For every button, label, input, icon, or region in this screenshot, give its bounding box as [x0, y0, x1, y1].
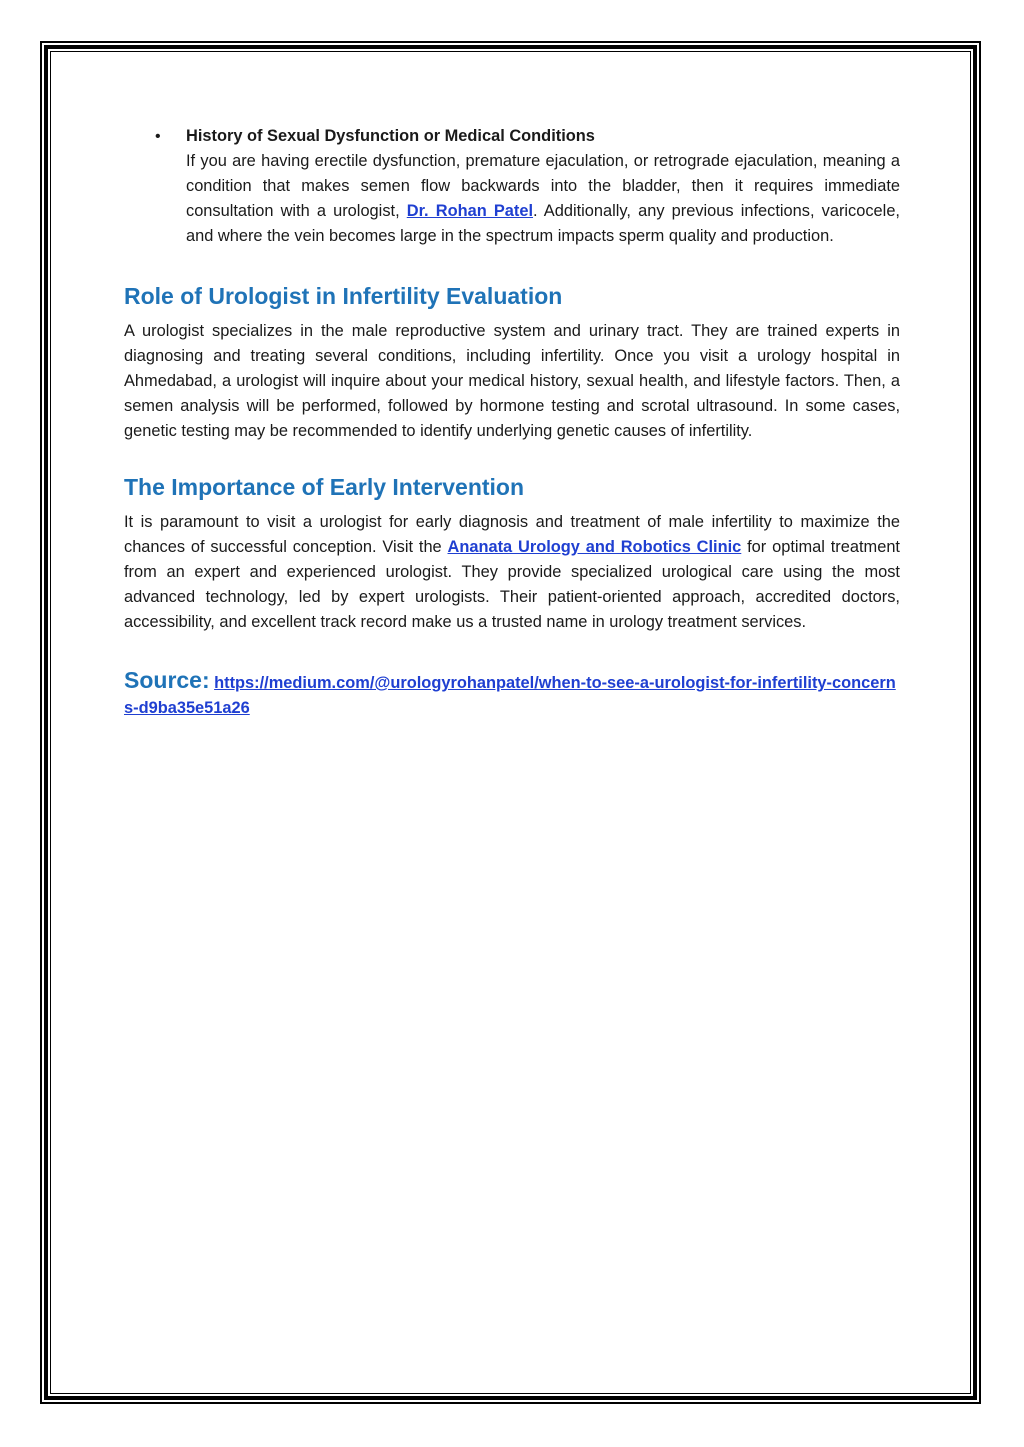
source-url-link[interactable]: https://medium.com/@urologyrohanpatel/when-to-see-a-urologist-for-infertility-concerns-d9ba35e51a26: [124, 674, 896, 717]
source-line: [124, 668, 900, 721]
bullet-title: History of Sexual Dysfunction or Medical Conditions: [186, 127, 595, 145]
document-body: [124, 124, 900, 721]
paragraph-text-before-link: It is paramount to visit a urologist for early diagnosis and treatment of male infertility to maximize the chances of successful conception. Visit the: [124, 513, 900, 556]
section-paragraph-early-intervention: [124, 510, 900, 635]
section-paragraph-role-of-urologist: A urologist specializes in the male reproductive system and urinary tract. They are trained experts in diagnosing and treating several conditions, including infertility. Once you visit a urology hospital in Ahmedabad, a urologist will inquire about your medical history, sexual health, and lifestyle factors. Then, a semen analysis will be performed, followed by hormone testing and scrotal ultrasound. In some cases, genetic testing may be recommended to identify underlying genetic causes of infertility.: [124, 322, 900, 440]
paragraph-text-after-link: for optimal treatment from an expert and experienced urologist. They provide specialized urological care using the most advanced technology, led by expert urologists. Their patient-oriented approach, accredited doctors, accessibility, and excellent track record make us a trusted name in urology treatment services.: [124, 538, 900, 631]
ananata-clinic-link[interactable]: Ananata Urology and Robotics Clinic: [447, 538, 742, 556]
section-heading-role-of-urologist: Role of Urologist in Infertility Evaluation: [124, 283, 563, 309]
bullet-dot-icon: •: [155, 128, 161, 145]
source-label: Source:: [124, 667, 210, 693]
bullet-item-sexual-dysfunction: [124, 124, 900, 249]
section-heading-early-intervention: The Importance of Early Intervention: [124, 474, 525, 500]
bullet-text-after-link: . Additionally, any previous infections, varicocele, and where the vein becomes large in the spectrum impacts sperm quality and production.: [186, 202, 900, 245]
bullet-text-before-link: If you are having erectile dysfunction, premature ejaculation, or retrograde ejaculation, meaning a condition that makes semen flow backwards into the bladder, then it requires immediate consultation with a urologist,: [186, 152, 900, 220]
dr-rohan-patel-link[interactable]: Dr. Rohan Patel: [406, 202, 534, 220]
